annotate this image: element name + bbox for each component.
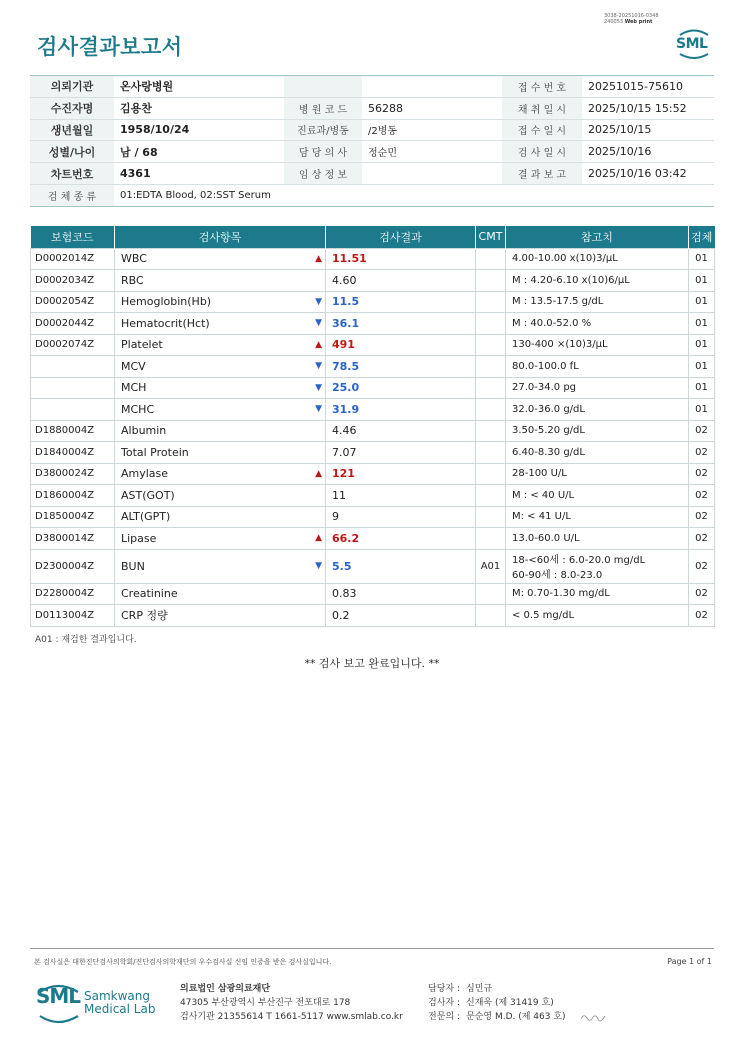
test-result: 11.51 bbox=[326, 248, 476, 270]
insurance-code bbox=[31, 399, 115, 421]
test-comment bbox=[476, 528, 506, 550]
reference-line: 6.40-8.30 g/dL bbox=[512, 446, 585, 458]
specimen-code: 02 bbox=[689, 549, 715, 583]
test-comment bbox=[476, 485, 506, 507]
sml-logo-icon: SML bbox=[674, 24, 714, 60]
info-label: 검 사 일 시 bbox=[502, 141, 582, 163]
reference-line: 60-90세 : 8.0-23.0 bbox=[512, 570, 603, 581]
info-value: 김용찬 bbox=[114, 97, 284, 119]
info-value: 남 / 68 bbox=[114, 141, 284, 163]
info-value: 56288 bbox=[362, 97, 502, 119]
reference-line: M: < 41 U/L bbox=[512, 511, 571, 523]
test-result: 4.60 bbox=[326, 270, 476, 292]
header-code: 보험코드 bbox=[31, 226, 115, 248]
specimen-code: 02 bbox=[689, 485, 715, 507]
specimen-code: 02 bbox=[689, 506, 715, 528]
logo-name: Samkwang Medical Lab bbox=[84, 989, 156, 1016]
insurance-code: D3800014Z bbox=[31, 528, 115, 550]
reference-range bbox=[506, 506, 689, 528]
result-row bbox=[31, 506, 715, 528]
test-item bbox=[115, 313, 326, 335]
high-flag-icon: ▲ bbox=[315, 253, 322, 264]
low-flag-icon: ▼ bbox=[315, 296, 322, 307]
test-comment bbox=[476, 605, 506, 627]
reference-line: 27.0-34.0 pg bbox=[512, 382, 577, 394]
info-value: 1958/10/24 bbox=[114, 119, 284, 141]
reference-range bbox=[506, 334, 689, 356]
test-item bbox=[115, 291, 326, 313]
info-label: 임 상 정 보 bbox=[284, 163, 362, 185]
test-item bbox=[115, 583, 326, 605]
result-row bbox=[31, 334, 715, 356]
test-result: 31.9 bbox=[326, 399, 476, 421]
test-comment bbox=[476, 463, 506, 485]
reference-line: M : 4.20-6.10 x(10)6/μL bbox=[512, 274, 630, 286]
reference-range bbox=[506, 248, 689, 270]
result-row bbox=[31, 399, 715, 421]
info-value: 2025/10/15 bbox=[582, 119, 714, 141]
reference-line: M : 40.0-52.0 % bbox=[512, 317, 592, 329]
result-row bbox=[31, 583, 715, 605]
specimen-value: 01:EDTA Blood, 02:SST Serum bbox=[114, 184, 714, 206]
info-row bbox=[30, 141, 714, 163]
result-row bbox=[31, 485, 715, 507]
reference-range bbox=[506, 420, 689, 442]
info-label: 담 당 의 사 bbox=[284, 141, 362, 163]
test-comment bbox=[476, 583, 506, 605]
footer-divider bbox=[30, 948, 714, 949]
test-comment bbox=[476, 442, 506, 464]
info-label: 진료과/병동 bbox=[284, 119, 362, 141]
test-item bbox=[115, 248, 326, 270]
test-result: 0.2 bbox=[326, 605, 476, 627]
test-item-name: Total Protein bbox=[121, 445, 189, 459]
info-row bbox=[30, 163, 714, 185]
test-comment bbox=[476, 270, 506, 292]
result-row bbox=[31, 605, 715, 627]
result-row bbox=[31, 420, 715, 442]
reference-range bbox=[506, 270, 689, 292]
info-value: /2병동 bbox=[362, 119, 502, 141]
specimen-code: 02 bbox=[689, 583, 715, 605]
info-value: 4361 bbox=[114, 163, 284, 185]
test-item-name: MCHC bbox=[121, 402, 155, 416]
low-flag-icon: ▼ bbox=[315, 561, 322, 571]
test-item-name: MCH bbox=[121, 381, 147, 395]
result-row bbox=[31, 356, 715, 378]
info-label: 차트번호 bbox=[30, 163, 114, 185]
info-label: 접 수 일 시 bbox=[502, 119, 582, 141]
reference-range bbox=[506, 377, 689, 399]
report-complete-text: ** 검사 보고 완료입니다. ** bbox=[304, 657, 440, 670]
specimen-code: 01 bbox=[689, 291, 715, 313]
test-comment bbox=[476, 356, 506, 378]
result-row bbox=[31, 248, 715, 270]
results-table bbox=[30, 226, 715, 627]
reference-line: 80.0-100.0 fL bbox=[512, 360, 579, 372]
high-flag-icon: ▲ bbox=[315, 533, 322, 544]
test-item bbox=[115, 399, 326, 421]
header-item: 검사항목 bbox=[115, 226, 326, 248]
test-item-name: Amylase bbox=[121, 467, 169, 481]
result-row bbox=[31, 291, 715, 313]
low-flag-icon: ▼ bbox=[315, 404, 322, 415]
test-comment bbox=[476, 291, 506, 313]
reference-line: < 0.5 mg/dL bbox=[512, 609, 575, 621]
insurance-code: D0002074Z bbox=[31, 334, 115, 356]
insurance-code: D0002054Z bbox=[31, 291, 115, 313]
test-result: 5.5 bbox=[326, 549, 476, 583]
header-cmt: CMT bbox=[476, 226, 506, 248]
test-result: 11 bbox=[326, 485, 476, 507]
samkwang-logo-icon: SML Samkwang Medical Lab bbox=[36, 980, 166, 1026]
info-value: 정순민 bbox=[362, 141, 502, 163]
reference-range bbox=[506, 313, 689, 335]
reference-range bbox=[506, 605, 689, 627]
high-flag-icon: ▲ bbox=[315, 468, 322, 479]
test-result: 7.07 bbox=[326, 442, 476, 464]
reference-line: M : 13.5-17.5 g/dL bbox=[512, 296, 604, 308]
insurance-code: D3800024Z bbox=[31, 463, 115, 485]
test-item-name: Albumin bbox=[121, 424, 167, 438]
test-result: 4.46 bbox=[326, 420, 476, 442]
test-item-name: MCV bbox=[121, 359, 146, 373]
test-result: 121 bbox=[326, 463, 476, 485]
comment-note: A01 : 재검한 결과입니다. bbox=[35, 635, 137, 645]
test-item-name: CRP 정량 bbox=[121, 609, 168, 623]
test-result: 66.2 bbox=[326, 528, 476, 550]
result-row bbox=[31, 270, 715, 292]
info-value bbox=[362, 163, 502, 185]
test-item-name: WBC bbox=[121, 252, 147, 266]
info-row bbox=[30, 119, 714, 141]
specimen-code: 02 bbox=[689, 442, 715, 464]
test-item bbox=[115, 528, 326, 550]
specimen-code: 01 bbox=[689, 248, 715, 270]
header-specimen: 검체 bbox=[689, 226, 715, 248]
info-value: 2025/10/16 bbox=[582, 141, 714, 163]
reference-range bbox=[506, 485, 689, 507]
insurance-code: D1850004Z bbox=[31, 506, 115, 528]
test-comment bbox=[476, 313, 506, 335]
insurance-code: D1860004Z bbox=[31, 485, 115, 507]
test-result: 0.83 bbox=[326, 583, 476, 605]
reference-line: 13.0-60.0 U/L bbox=[512, 532, 580, 544]
info-value: 2025/10/16 03:42 bbox=[582, 163, 714, 185]
info-label: 수진자명 bbox=[30, 97, 114, 119]
reference-range bbox=[506, 356, 689, 378]
info-label: 채 취 일 시 bbox=[502, 97, 582, 119]
specimen-code: 01 bbox=[689, 270, 715, 292]
test-result: 36.1 bbox=[326, 313, 476, 335]
test-result: 25.0 bbox=[326, 377, 476, 399]
test-item bbox=[115, 377, 326, 399]
reference-line: 3.50-5.20 g/dL bbox=[512, 425, 585, 437]
info-value: 온사랑병원 bbox=[114, 76, 284, 98]
test-item bbox=[115, 549, 326, 583]
low-flag-icon: ▼ bbox=[315, 318, 322, 329]
staff-info: 담당자 : 심민규 검사자 : 신재욱 (제 31419 호) 전문의 : 문순영 M.D. (제 463 호) bbox=[428, 984, 566, 1022]
specimen-code: 02 bbox=[689, 420, 715, 442]
info-label bbox=[284, 76, 362, 98]
test-result: 78.5 bbox=[326, 356, 476, 378]
specimen-code: 02 bbox=[689, 463, 715, 485]
test-item bbox=[115, 420, 326, 442]
info-value: 20251015-75610 bbox=[582, 76, 714, 98]
result-row bbox=[31, 528, 715, 550]
test-comment: A01 bbox=[476, 549, 506, 583]
test-item-name: ALT(GPT) bbox=[121, 510, 171, 524]
insurance-code: D0002014Z bbox=[31, 248, 115, 270]
test-comment bbox=[476, 420, 506, 442]
info-label: 성별/나이 bbox=[30, 141, 114, 163]
insurance-code: D0002044Z bbox=[31, 313, 115, 335]
test-item-name: Hemoglobin(Hb) bbox=[121, 295, 212, 309]
info-label: 결 과 보 고 bbox=[502, 163, 582, 185]
test-item bbox=[115, 506, 326, 528]
specimen-code: 01 bbox=[689, 399, 715, 421]
reference-range bbox=[506, 291, 689, 313]
header-ref: 참고치 bbox=[506, 226, 689, 248]
info-label: 접 수 번 호 bbox=[502, 76, 582, 98]
test-result: 491 bbox=[326, 334, 476, 356]
specimen-label: 검 체 종 류 bbox=[30, 184, 114, 206]
test-item bbox=[115, 334, 326, 356]
specimen-row bbox=[30, 184, 714, 206]
test-item bbox=[115, 442, 326, 464]
insurance-code bbox=[31, 377, 115, 399]
result-row bbox=[31, 442, 715, 464]
results-header-row bbox=[31, 226, 715, 248]
test-item bbox=[115, 485, 326, 507]
insurance-code: D1840004Z bbox=[31, 442, 115, 464]
specimen-code: 01 bbox=[689, 334, 715, 356]
organization-info: 의료법인 삼광의료재단 47305 부산광역시 부산진구 전포대로 178 검사기관 21355614 T 1661-5117 www.smlab.co.kr bbox=[180, 984, 403, 1022]
info-row bbox=[30, 97, 714, 119]
test-item-name: Lipase bbox=[121, 531, 157, 545]
info-row bbox=[30, 76, 714, 98]
test-item-name: AST(GOT) bbox=[121, 488, 175, 502]
test-comment bbox=[476, 334, 506, 356]
test-item bbox=[115, 463, 326, 485]
test-item-name: BUN bbox=[121, 559, 145, 573]
specimen-code: 01 bbox=[689, 313, 715, 335]
test-item bbox=[115, 605, 326, 627]
test-item-name: Creatinine bbox=[121, 587, 178, 601]
info-value: 2025/10/15 15:52 bbox=[582, 97, 714, 119]
patient-info-table bbox=[30, 75, 714, 207]
specimen-code: 02 bbox=[689, 605, 715, 627]
test-item-name: RBC bbox=[121, 273, 144, 287]
specimen-code: 02 bbox=[689, 528, 715, 550]
result-row bbox=[31, 377, 715, 399]
low-flag-icon: ▼ bbox=[315, 361, 322, 372]
reference-line: 32.0-36.0 g/dL bbox=[512, 403, 585, 415]
test-comment bbox=[476, 399, 506, 421]
specimen-code: 01 bbox=[689, 356, 715, 378]
test-item bbox=[115, 270, 326, 292]
test-item-name: Platelet bbox=[121, 338, 163, 352]
reference-line: 28-100 U/L bbox=[512, 468, 567, 480]
reference-range bbox=[506, 528, 689, 550]
insurance-code: D2300004Z bbox=[31, 549, 115, 583]
insurance-code: D1880004Z bbox=[31, 420, 115, 442]
insurance-code: D2280004Z bbox=[31, 583, 115, 605]
page-number: Page 1 of 1 bbox=[667, 957, 712, 966]
reference-range bbox=[506, 442, 689, 464]
reference-line: M : < 40 U/L bbox=[512, 489, 575, 501]
test-item-name: Hematocrit(Hct) bbox=[121, 316, 210, 330]
print-code: 3038-20251016-0348 240053 Web print bbox=[604, 13, 659, 25]
certification-text: 본 검사실은 대한진단검사의학회/진단검사의학재단의 우수검사실 신임 인증을 받은 검사실입니다. bbox=[34, 958, 332, 966]
test-result: 9 bbox=[326, 506, 476, 528]
insurance-code: D0002034Z bbox=[31, 270, 115, 292]
reference-line: 18-<60세 : 6.0-20.0 mg/dL bbox=[512, 555, 646, 566]
info-label: 의뢰기관 bbox=[30, 76, 114, 98]
reference-line: 4.00-10.00 x(10)3/μL bbox=[512, 253, 618, 265]
reference-range bbox=[506, 583, 689, 605]
test-result: 11.5 bbox=[326, 291, 476, 313]
page-title: 검사결과보고서 bbox=[37, 35, 183, 59]
reference-range bbox=[506, 549, 689, 583]
result-row bbox=[31, 549, 715, 583]
insurance-code bbox=[31, 356, 115, 378]
high-flag-icon: ▲ bbox=[315, 339, 322, 350]
reference-range bbox=[506, 399, 689, 421]
signature-icon bbox=[580, 1011, 606, 1023]
result-row bbox=[31, 463, 715, 485]
reference-line: 130-400 ×(10)3/μL bbox=[512, 339, 608, 351]
insurance-code: D0113004Z bbox=[31, 605, 115, 627]
test-comment bbox=[476, 377, 506, 399]
reference-line: M: 0.70-1.30 mg/dL bbox=[512, 588, 610, 600]
test-comment bbox=[476, 506, 506, 528]
header-result: 검사결과 bbox=[326, 226, 476, 248]
test-item bbox=[115, 356, 326, 378]
test-comment bbox=[476, 248, 506, 270]
info-label: 생년월일 bbox=[30, 119, 114, 141]
reference-range bbox=[506, 463, 689, 485]
low-flag-icon: ▼ bbox=[315, 382, 322, 393]
specimen-code: 01 bbox=[689, 377, 715, 399]
info-value bbox=[362, 76, 502, 98]
result-row bbox=[31, 313, 715, 335]
info-label: 병 원 코 드 bbox=[284, 97, 362, 119]
